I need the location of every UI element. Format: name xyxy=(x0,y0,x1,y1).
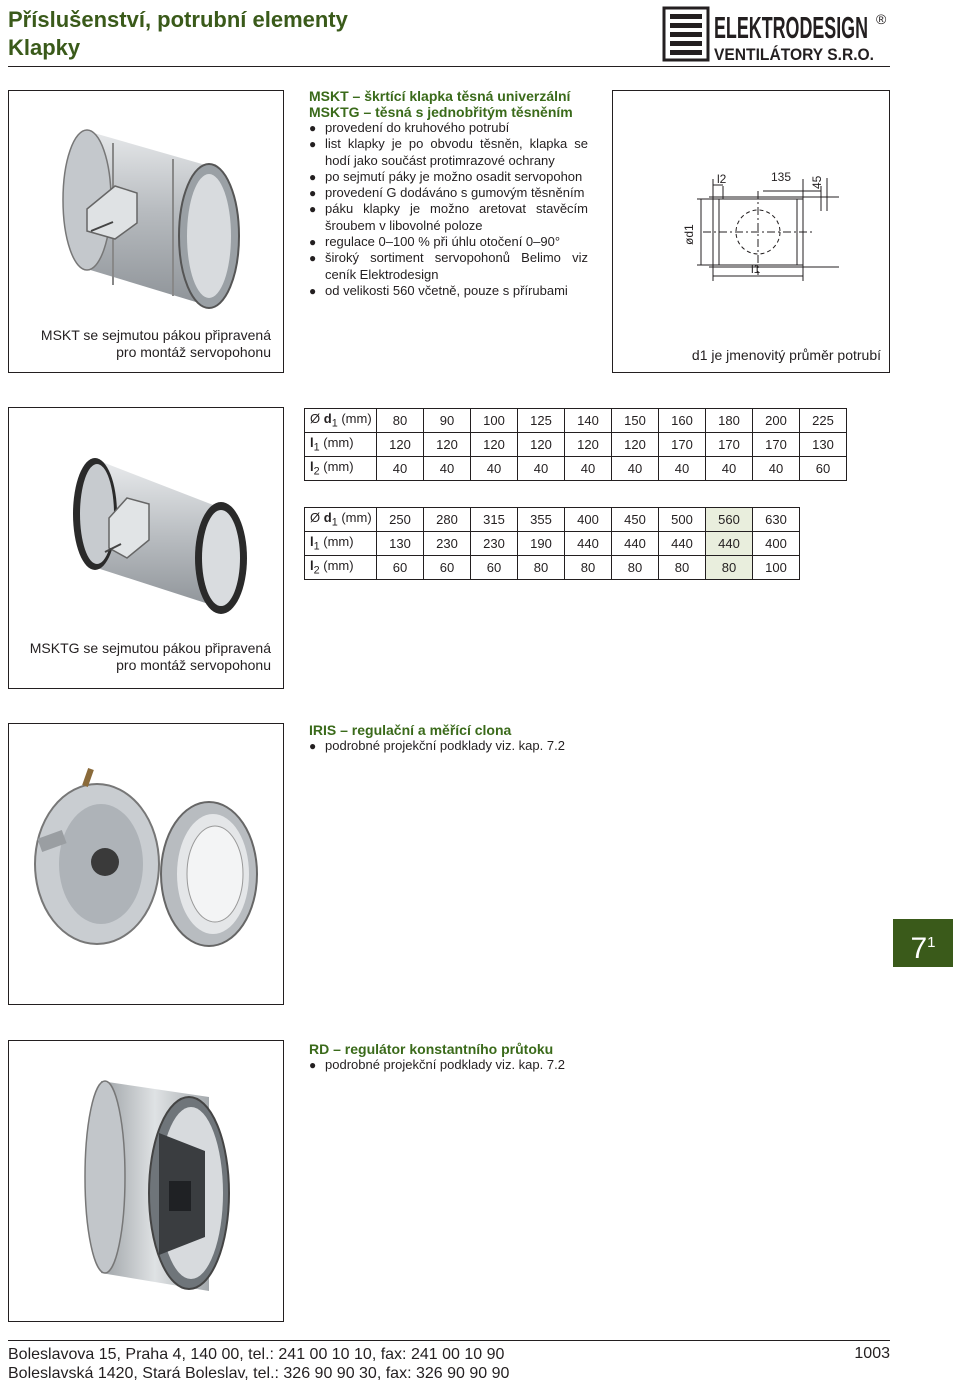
table-cell: 80 xyxy=(565,556,612,580)
dimension-table-2 xyxy=(304,507,800,580)
table-cell: 160 xyxy=(659,409,706,433)
table-cell: 100 xyxy=(471,409,518,433)
table-cell: 355 xyxy=(518,508,565,532)
list-item: ● po sejmutí páky je možno osadit servopohon xyxy=(309,169,588,185)
table-cell: 40 xyxy=(612,457,659,481)
label-subscript: 2 xyxy=(313,564,320,577)
table-cell: 125 xyxy=(518,409,565,433)
table-cell: 40 xyxy=(753,457,800,481)
table-cell: 120 xyxy=(471,433,518,457)
table-cell: 120 xyxy=(612,433,659,457)
table-cell: 40 xyxy=(659,457,706,481)
list-item: ● páku klapky je možno aretovat stavěcím šroubem v libovolné poloze xyxy=(309,201,588,234)
rd-photo-box xyxy=(8,1040,284,1322)
mskt-photo-box xyxy=(8,90,284,373)
rd-feature-list xyxy=(309,1057,588,1073)
mskt-dimension-drawing xyxy=(613,91,889,331)
table-cell: 280 xyxy=(424,508,471,532)
dim-45: 45 xyxy=(810,175,824,189)
table-cell: 630 xyxy=(753,508,800,532)
page-title-line1: Příslušenství, potrubní elementy xyxy=(8,7,348,32)
label-subscript: 1 xyxy=(331,516,338,529)
rd-regulator-image xyxy=(9,1041,283,1321)
table-cell: 400 xyxy=(753,532,800,556)
table-cell: 170 xyxy=(753,433,800,457)
label-symbol: l xyxy=(310,435,314,451)
footer-address-line2: Boleslavská 1420, Stará Boleslav, tel.: 326 90 90 30, fax: 326 90 90 90 xyxy=(8,1365,510,1382)
table-cell: 60 xyxy=(800,457,847,481)
footer-divider xyxy=(8,1340,890,1341)
iris-damper-image xyxy=(9,724,283,1004)
label-subscript: 1 xyxy=(313,441,320,454)
row-label xyxy=(305,508,377,532)
table-cell: 60 xyxy=(424,556,471,580)
iris-description xyxy=(309,722,588,754)
table-cell: 120 xyxy=(424,433,471,457)
list-item: ● provedení do kruhového potrubí xyxy=(309,120,588,136)
rd-title: RD – regulátor konstantního průtoku xyxy=(309,1041,554,1057)
table-cell: 440 xyxy=(706,532,753,556)
msktg-damper-image xyxy=(9,408,283,628)
table-cell: 140 xyxy=(565,409,612,433)
list-item: ● široký sortiment servopohonů Belimo viz ceník Elektrodesign xyxy=(309,250,588,283)
chapter-sub: 1 xyxy=(927,934,936,951)
logo-mark xyxy=(664,8,708,60)
table-cell: 80 xyxy=(518,556,565,580)
mskt-description xyxy=(309,88,588,299)
table-cell: 315 xyxy=(471,508,518,532)
header-divider xyxy=(8,66,890,67)
mskt-photo-caption xyxy=(41,327,271,361)
mskt-feature-list xyxy=(309,120,588,299)
table-cell: 40 xyxy=(706,457,753,481)
label-unit: (mm) xyxy=(337,411,372,427)
label-prefix: Ø xyxy=(310,510,324,526)
company-logo xyxy=(662,4,894,64)
label-unit: (mm) xyxy=(337,510,372,526)
table-cell: 100 xyxy=(753,556,800,580)
row-label xyxy=(305,433,377,457)
table-cell: 90 xyxy=(424,409,471,433)
table-cell: 200 xyxy=(753,409,800,433)
registered-mark: ® xyxy=(876,11,887,27)
list-item: ● podrobné projekční podklady viz. kap. 7.2 xyxy=(309,738,588,754)
table-cell: 80 xyxy=(612,556,659,580)
table-cell: 150 xyxy=(612,409,659,433)
table-cell: 120 xyxy=(377,433,424,457)
label-unit: (mm) xyxy=(319,459,354,475)
mskt-damper-image xyxy=(9,91,283,331)
table-cell: 80 xyxy=(706,556,753,580)
table-cell: 440 xyxy=(659,532,706,556)
label-symbol: d xyxy=(323,510,332,526)
table-row xyxy=(305,409,847,433)
table-cell: 60 xyxy=(471,556,518,580)
table-cell: 40 xyxy=(377,457,424,481)
list-item: ● od velikosti 560 včetně, pouze s přírubami xyxy=(309,283,588,299)
table-row xyxy=(305,457,847,481)
msktg-photo-box xyxy=(8,407,284,689)
label-subscript: 2 xyxy=(313,465,320,478)
table-cell: 560 xyxy=(706,508,753,532)
msktg-title: MSKTG – těsná s jednobřitým těsněním xyxy=(309,104,573,120)
table-cell: 170 xyxy=(706,433,753,457)
table-cell: 440 xyxy=(612,532,659,556)
table-cell: 120 xyxy=(565,433,612,457)
chapter-number: 7 xyxy=(910,932,928,965)
table-cell: 440 xyxy=(565,532,612,556)
table-row xyxy=(305,433,847,457)
list-item: ● provedení G dodáváno s gumovým těsněním xyxy=(309,185,588,201)
list-item: ● podrobné projekční podklady viz. kap. 7.2 xyxy=(309,1057,588,1073)
table-cell: 40 xyxy=(424,457,471,481)
table-cell: 450 xyxy=(612,508,659,532)
mskt-photo-caption-line2: pro montáž servopohonu xyxy=(116,344,271,360)
label-symbol: l xyxy=(310,534,314,550)
label-subscript: 1 xyxy=(313,540,320,553)
dim-d1: ød1 xyxy=(682,224,696,245)
row-label xyxy=(305,409,377,433)
table-cell: 130 xyxy=(377,532,424,556)
page-title-line2: Klapky xyxy=(8,35,81,60)
mskt-photo-caption-line1: MSKT se sejmutou pákou připravená xyxy=(40,327,271,343)
label-prefix: Ø xyxy=(310,411,324,427)
table-cell: 230 xyxy=(471,532,518,556)
drawing-caption: d1 je jmenovitý průměr potrubí xyxy=(691,347,881,363)
row-label xyxy=(305,457,377,481)
iris-feature-list xyxy=(309,738,588,754)
dim-l2: l2 xyxy=(717,172,727,186)
row-label xyxy=(305,532,377,556)
msktg-photo-caption xyxy=(30,640,271,674)
logo-name: ELEKTRODESIGN xyxy=(714,10,868,45)
label-unit: (mm) xyxy=(319,435,354,451)
label-symbol: l xyxy=(310,558,314,574)
table-cell: 40 xyxy=(471,457,518,481)
chapter-tab xyxy=(893,919,953,967)
footer-address-line1: Boleslavova 15, Praha 4, 140 00, tel.: 241 00 10 10, fax: 241 00 10 90 xyxy=(8,1346,505,1363)
table-cell: 500 xyxy=(659,508,706,532)
label-symbol: d xyxy=(323,411,332,427)
table-cell: 40 xyxy=(565,457,612,481)
table-cell: 180 xyxy=(706,409,753,433)
table-cell: 120 xyxy=(518,433,565,457)
iris-title: IRIS – regulační a měřící clona xyxy=(309,722,512,738)
table-cell: 80 xyxy=(377,409,424,433)
dimension-table-1 xyxy=(304,408,847,481)
table-cell: 230 xyxy=(424,532,471,556)
table-cell: 225 xyxy=(800,409,847,433)
table-row xyxy=(305,508,800,532)
label-unit: (mm) xyxy=(319,558,354,574)
label-unit: (mm) xyxy=(319,534,354,550)
list-item: ● list klapky je po obvodu těsněn, klapka se hodí jako součást protimrazové ochrany xyxy=(309,136,588,169)
list-item: ● regulace 0–100 % při úhlu otočení 0–90° xyxy=(309,234,588,250)
table-cell: 130 xyxy=(800,433,847,457)
table-cell: 60 xyxy=(377,556,424,580)
mskt-drawing-box xyxy=(612,90,890,373)
table-cell: 40 xyxy=(518,457,565,481)
rd-description xyxy=(309,1041,588,1073)
msktg-photo-caption-line2: pro montáž servopohonu xyxy=(116,657,271,673)
page-title xyxy=(8,6,348,62)
table-cell: 250 xyxy=(377,508,424,532)
label-symbol: l xyxy=(310,459,314,475)
table-row xyxy=(305,556,800,580)
table-row xyxy=(305,532,800,556)
table-cell: 170 xyxy=(659,433,706,457)
row-label xyxy=(305,556,377,580)
label-subscript: 1 xyxy=(331,417,338,430)
table-cell: 190 xyxy=(518,532,565,556)
dim-l1: l1 xyxy=(751,262,761,276)
logo-subtitle: VENTILÁTORY S.R.O. xyxy=(714,45,874,64)
msktg-photo-caption-line1: MSKTG se sejmutou pákou připravená xyxy=(29,640,271,656)
iris-photo-box xyxy=(8,723,284,1005)
page-number: 1003 xyxy=(854,1345,890,1362)
dim-135: 135 xyxy=(771,170,792,184)
mskt-title: MSKT – škrtící klapka těsná univerzální xyxy=(309,88,571,104)
table-cell: 80 xyxy=(659,556,706,580)
table-cell: 400 xyxy=(565,508,612,532)
